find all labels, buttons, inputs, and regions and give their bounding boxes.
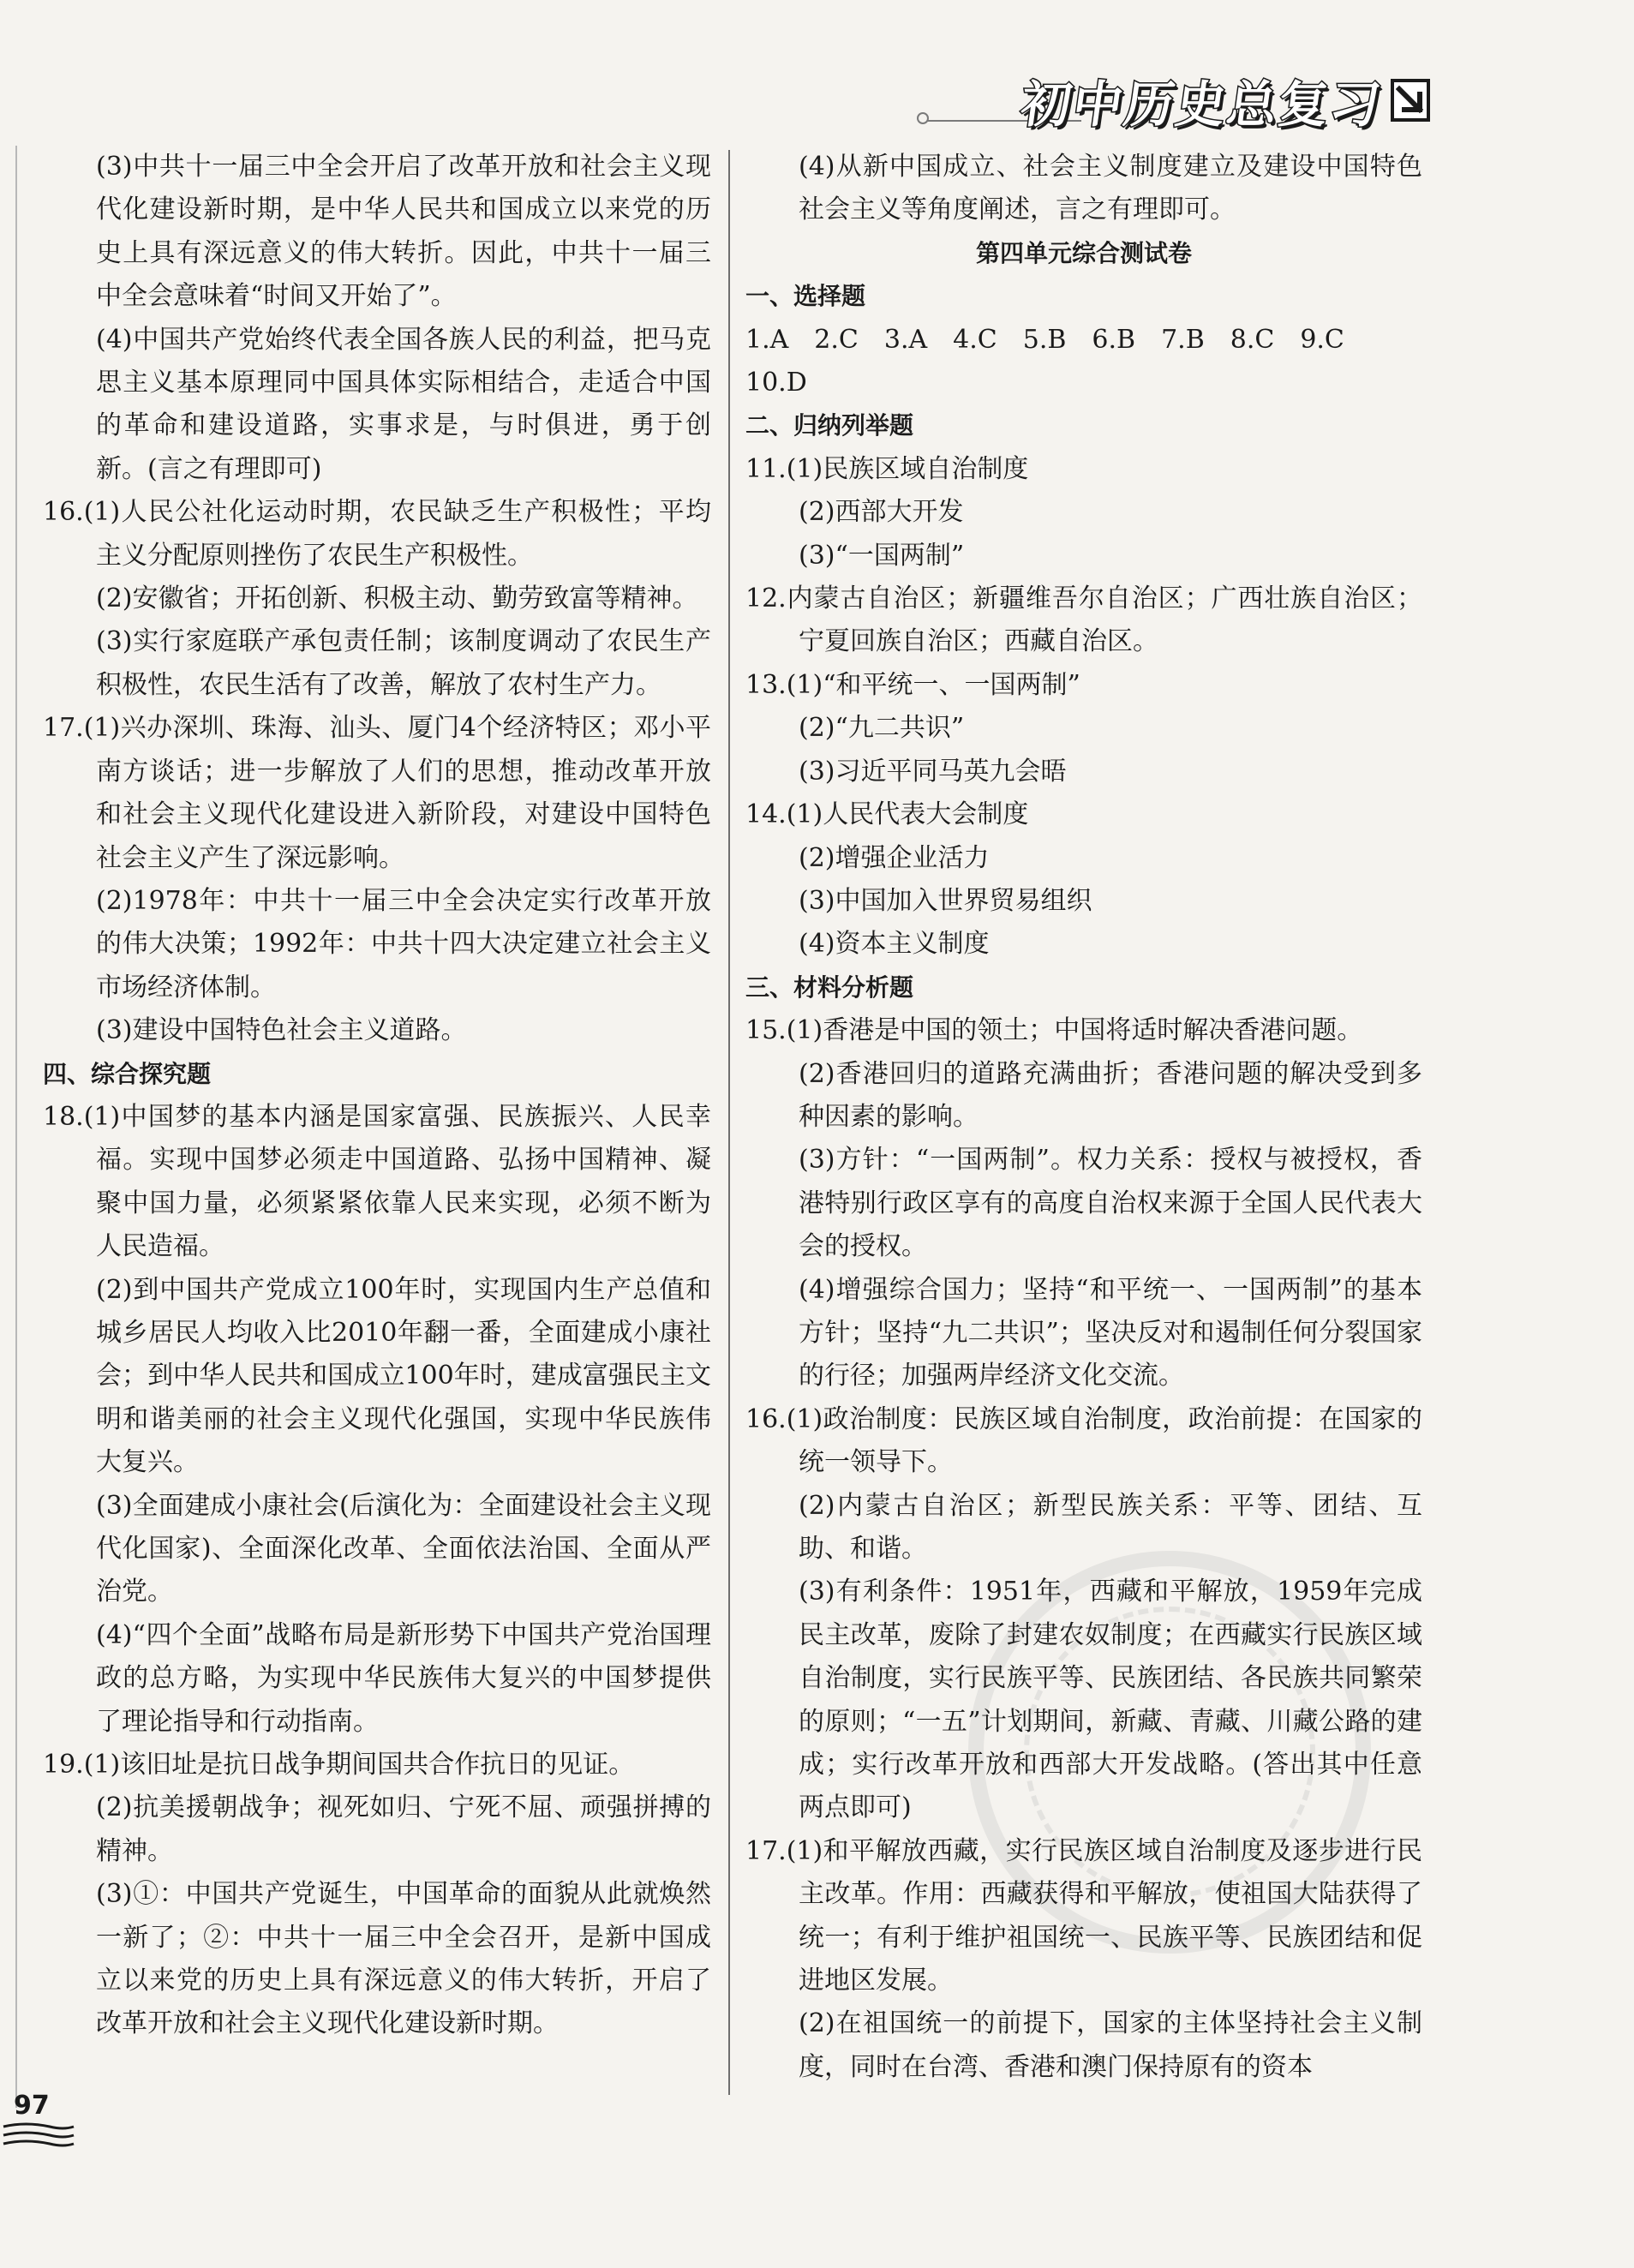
answer-paragraph: (3)建设中国特色社会主义道路。 — [96, 1015, 467, 1046]
answer-paragraph: 17.(1)兴办深圳、珠海、汕头、厦门4个经济特区；邓小平南方谈话；进一步解放了人们的思想，推动改革开放和社会主义现代化建设进入新阶段，对建设中国特色社会主义产生了深远影响。 — [43, 713, 711, 873]
answer-paragraph: (4)从新中国成立、社会主义制度建立及建设中国特色社会主义等角度阐述，言之有理即可。 — [799, 152, 1422, 225]
answer-paragraph: 19.(1)该旧址是抗日战争期间国共合作抗日的见证。 — [43, 1750, 635, 1780]
right-column — [745, 146, 1422, 2089]
answer-paragraph: (3)中共十一届三中全会开启了改革开放和社会主义现代化建设新时期，是中华人民共和国成立以来党的历史上具有深远意义的伟大转折。因此，中共十一届三中全会意味着“时间又开始了”。 — [96, 152, 711, 312]
section-heading: 四、综合探究题 — [43, 1059, 212, 1088]
answer-paragraph: (2)西部大开发 — [799, 497, 964, 528]
column-divider — [728, 150, 730, 2095]
answer-paragraph: 11.(1)民族区域自治制度 — [745, 453, 1029, 484]
answer-paragraph: 17.(1)和平解放西藏，实行民族区域自治制度及逐步进行民主改革。作用：西藏获得和平解放，使祖国大陆获得了统一；有利于维护祖国统一、民族平等、民族团结和促进地区发展。 — [745, 1835, 1422, 1996]
answer-paragraph: (4)“四个全面”战略布局是新形势下中国共产党治国理政的总方略，为实现中华民族伟大复兴的中国梦提供了理论指导和行动指南。 — [96, 1619, 711, 1737]
answer-paragraph: (2)安徽省；开拓创新、积极主动、勤劳致富等精神。 — [96, 583, 698, 614]
section-heading: 一、选择题 — [745, 282, 866, 311]
answer-paragraph: 13.(1)“和平统一、一国两制” — [745, 669, 1080, 700]
answer-paragraph: (2)1978年：中共十一届三中全会决定实行改革开放的伟大决策；1992年：中共十四大决定建立社会主义市场经济体制。 — [96, 885, 711, 1002]
answer-paragraph: (4)中国共产党始终代表全国各族人民的利益，把马克思主义基本原理同中国具体实际相结合，走适合中国的革命和建设道路，实事求是，与时俱进，勇于创新。(言之有理即可) — [96, 324, 711, 484]
book-series-logo — [1017, 70, 1430, 134]
answer-paragraph: 14.(1)人民代表大会制度 — [745, 799, 1029, 830]
answer-paragraph: (3)有利条件：1951年，西藏和平解放，1959年完成民主改革，废除了封建农奴制度；在西藏实行民族区域自治制度，实行民族平等、民族团结、各民族共同繁荣的原则；“一五”计划期间，新藏、青藏、川藏公路的建成；实行改革开放和西部大开发战略。(答出其中任意两点即可) — [799, 1577, 1422, 1823]
answer-paragraph: 10.D — [745, 368, 807, 398]
answer-paragraph: (3)全面建成小康社会(后演化为：全面建设社会主义现代化国家)、全面深化改革、全面依法治国、全面从严治党。 — [96, 1490, 711, 1607]
section-heading: 二、归纳列举题 — [745, 411, 914, 440]
answer-paragraph: (2)到中国共产党成立100年时，实现国内生产总值和城乡居民人均收入比2010年翻一番，全面建成小康社会；到中华人民共和国成立100年时，建成富强民主文明和谐美丽的社会主义现代化强国，实现中华民族伟大复兴。 — [96, 1274, 711, 1478]
header-circle-ornament — [917, 112, 929, 124]
section-heading: 三、材料分析题 — [745, 972, 914, 1002]
answer-paragraph: (3)习近平同马英九会晤 — [799, 756, 1067, 787]
answer-paragraph: (4)增强综合国力；坚持“和平统一、一国两制”的基本方针；坚持“九二共识”；坚决反对和遏制任何分裂国家的行径；加强两岸经济文化交流。 — [799, 1274, 1422, 1391]
answer-paragraph: (2)内蒙古自治区；新型民族关系：平等、团结、互助、和谐。 — [799, 1490, 1422, 1564]
margin-rule — [15, 146, 17, 2108]
left-column — [43, 146, 711, 2046]
answer-paragraph: (2)抗美援朝战争；视死如归、宁死不屈、顽强拼搏的精神。 — [96, 1792, 711, 1866]
answer-paragraph: 16.(1)人民公社化运动时期，农民缺乏生产积极性；平均主义分配原则挫伤了农民生产积极性。 — [43, 497, 711, 571]
answer-paragraph: (2)“九二共识” — [799, 713, 965, 744]
logo-text: 初中历史总复习 — [1017, 75, 1386, 134]
section-heading: 第四单元综合测试卷 — [975, 238, 1192, 267]
answer-paragraph: (4)资本主义制度 — [799, 929, 990, 960]
answer-paragraph: 1.A 2.C 3.A 4.C 5.B 6.B 7.B 8.C 9.C — [745, 324, 1344, 355]
answer-paragraph: (2)香港回归的道路充满曲折；香港问题的解决受到多种因素的影响。 — [799, 1058, 1422, 1132]
answer-paragraph: 18.(1)中国梦的基本内涵是国家富强、民族振兴、人民幸福。实现中国梦必须走中国道路、弘扬中国精神、凝聚中国力量，必须紧紧依靠人民来实现，必须不断为人民造福。 — [43, 1101, 711, 1262]
page-number: 97 — [14, 2091, 50, 2121]
answer-paragraph: (2)在祖国统一的前提下，国家的主体坚持社会主义制度，同时在台湾、香港和澳门保持原有的资本 — [799, 2008, 1422, 2082]
answer-paragraph: (3)中国加入世界贸易组织 — [799, 885, 1092, 916]
answer-paragraph: (3)“一国两制” — [799, 540, 965, 571]
answer-paragraph: 16.(1)政治制度：民族区域自治制度，政治前提：在国家的统一领导下。 — [745, 1403, 1422, 1478]
answer-paragraph: (3)方针：“一国两制”。权力关系：授权与被授权，香港特别行政区享有的高度自治权来源于全国人民代表大会的授权。 — [799, 1145, 1422, 1262]
answer-paragraph: 12.内蒙古自治区；新疆维吾尔自治区；广西壮族自治区；宁夏回族自治区；西藏自治区。 — [745, 583, 1422, 657]
answer-paragraph: (3)①：中国共产党诞生，中国革命的面貌从此就焕然一新了；②：中共十一届三中全会召开，是新中国成立以来党的历史上具有深远意义的伟大转折，开启了改革开放和社会主义现代化建设新时期。 — [96, 1879, 711, 2039]
answer-paragraph: (3)实行家庭联产承包责任制；该制度调动了农民生产积极性，农民生活有了改善，解放了农村生产力。 — [96, 626, 711, 700]
arrow-icon — [1391, 79, 1430, 122]
answer-paragraph: 15.(1)香港是中国的领土；中国将适时解决香港问题。 — [745, 1015, 1363, 1046]
answer-paragraph: (2)增强企业活力 — [799, 842, 990, 873]
